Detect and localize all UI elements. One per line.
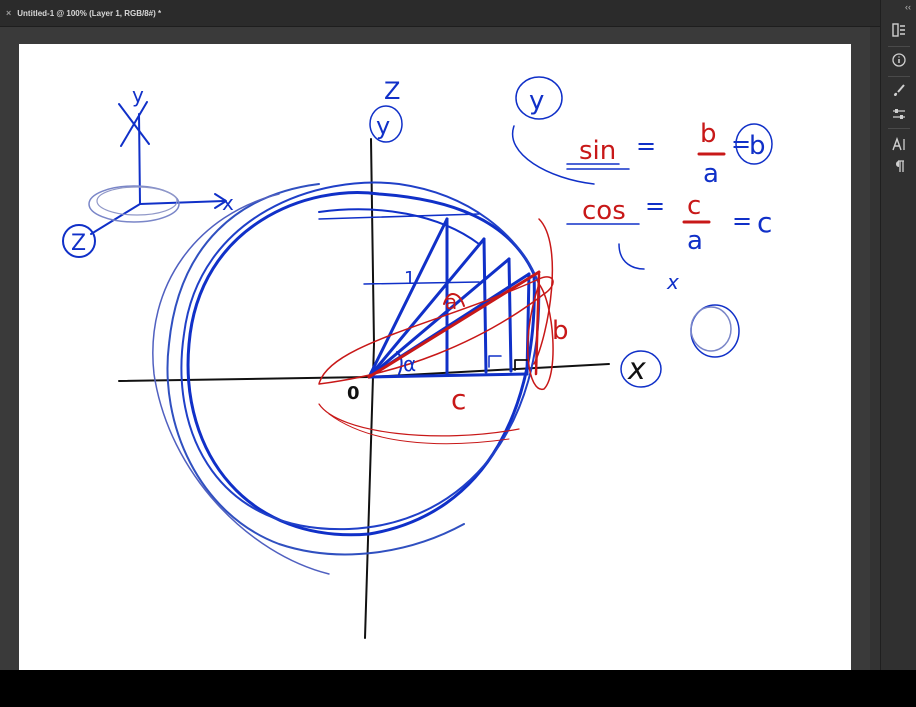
- horizontal-2: [319, 214, 479, 219]
- brush-icon[interactable]: [889, 80, 909, 100]
- angle-label: α: [403, 352, 417, 376]
- sin-equals-2: =: [731, 130, 752, 158]
- cos-label: cos: [582, 196, 626, 226]
- cos-equals: =: [645, 192, 666, 220]
- side-c-label: c: [451, 383, 467, 416]
- document-tab-bar: [0, 0, 880, 27]
- adjust-icon[interactable]: [889, 104, 909, 124]
- small-y-cross: [119, 102, 149, 146]
- panel-separator: [888, 46, 910, 47]
- small-axes-sketch: [63, 102, 226, 257]
- small-x-label: x: [222, 191, 234, 215]
- panel-separator: [888, 76, 910, 77]
- small-z-label: Z: [71, 231, 87, 256]
- document-tab[interactable]: [0, 0, 171, 26]
- circle-1: [188, 193, 534, 535]
- sin-denominator: a: [703, 159, 719, 189]
- side-c-line: [369, 374, 527, 377]
- character-icon[interactable]: [889, 134, 909, 154]
- circle-4: [153, 194, 329, 574]
- arrow-note-label: x: [667, 270, 679, 294]
- collapse-panel-icon[interactable]: ‹‹: [905, 2, 911, 12]
- workspace-scroll-gutter[interactable]: [870, 27, 880, 670]
- circled-y-label: y: [529, 86, 545, 116]
- small-x-axis: [140, 201, 224, 204]
- document-canvas[interactable]: [19, 44, 851, 670]
- cos-equals-2: =: [732, 207, 753, 235]
- main-y-label: y: [376, 112, 391, 140]
- sin-result: b: [749, 131, 766, 161]
- side-b-label: b: [552, 316, 569, 346]
- cos-arrow: [619, 244, 644, 269]
- sketch-drawing: [19, 44, 851, 670]
- red-swoosh-2: [329, 414, 509, 444]
- one-label: 1: [404, 268, 416, 289]
- main-y-axis: [365, 139, 374, 638]
- close-tab-icon[interactable]: ×: [6, 8, 12, 18]
- small-y-label: y: [132, 83, 144, 107]
- cos-result: c: [757, 206, 773, 239]
- small-z-axis: [91, 204, 140, 234]
- panel-separator: [888, 128, 910, 129]
- properties-icon[interactable]: [889, 20, 909, 40]
- sin-label: sin: [579, 136, 617, 166]
- main-x-label: x: [628, 352, 646, 387]
- right-angle-mark-2: [489, 356, 501, 367]
- cos-numerator: c: [687, 191, 702, 221]
- horizontal-1: [364, 282, 479, 284]
- document-tab-title: Untitled-1 @ 100% (Layer 1, RGB/8#) *: [17, 8, 162, 18]
- small-y-axis: [139, 114, 140, 204]
- vertical-3: [509, 259, 511, 371]
- paragraph-icon[interactable]: [889, 156, 909, 176]
- info-icon[interactable]: [889, 50, 909, 70]
- sin-numerator: b: [700, 119, 717, 149]
- cos-denominator: a: [687, 226, 703, 256]
- small-ellipse-2: [97, 187, 177, 215]
- red-swoosh-1: [319, 404, 519, 436]
- canvas-workspace: [0, 27, 870, 670]
- right-tool-panel: [880, 0, 916, 670]
- sin-equals: =: [636, 132, 657, 160]
- side-a-label: a: [445, 290, 458, 314]
- origin-label: 0: [347, 383, 360, 404]
- scribble-circle-2: [691, 307, 731, 351]
- main-z-label: Z: [384, 77, 401, 105]
